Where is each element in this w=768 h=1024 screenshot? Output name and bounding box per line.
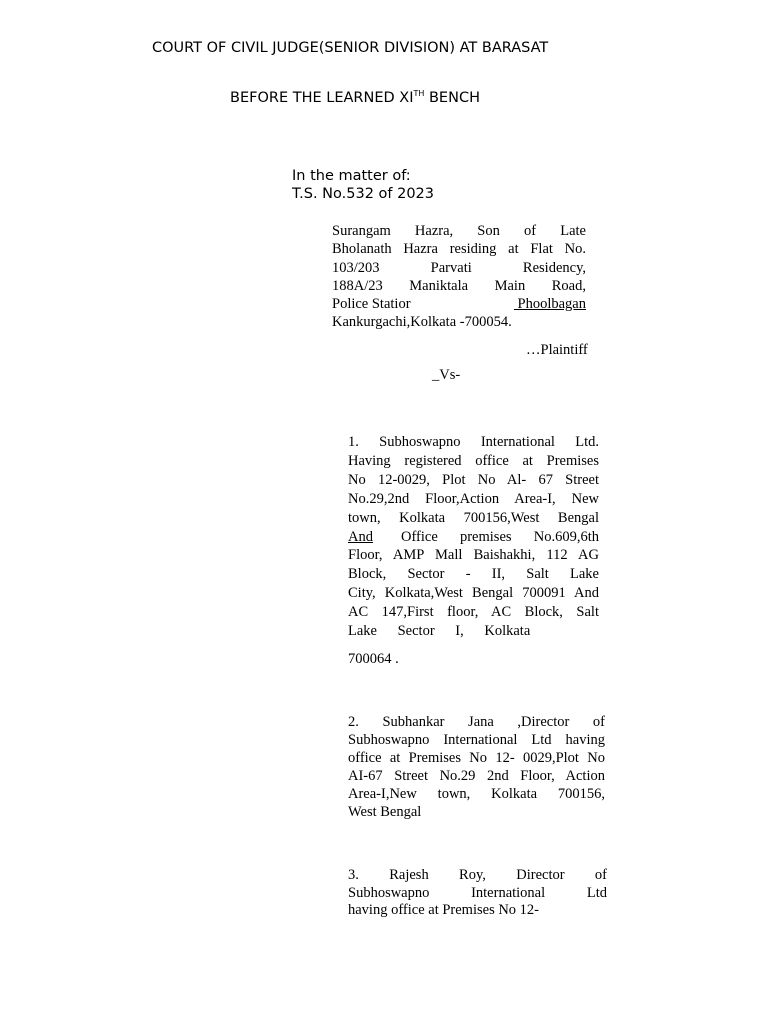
defendant-2-line: office at Premises No 12- 0029,Plot No: [348, 750, 605, 767]
defendant-2-line: West Bengal: [348, 804, 422, 821]
defendant-2-line: AI-67 Street No.29 2nd Floor, Action: [348, 768, 605, 785]
and-word: And: [348, 528, 373, 545]
defendant-1-line: Block, Sector - II, Salt Lake: [348, 566, 599, 583]
plaintiff-line: Bholanath Hazra residing at Flat No.: [332, 241, 586, 258]
bench-heading: [230, 89, 480, 106]
bench-heading-suffix: BENCH: [424, 90, 480, 106]
defendant-1-line: AC 147,First floor, AC Block, Salt: [348, 604, 599, 621]
bench-heading-prefix: BEFORE THE LEARNED XI: [230, 90, 414, 106]
defendant-1-line: Lake Sector I, Kolkata: [348, 623, 531, 640]
plaintiff-line: 188A/23 Maniktala Main Road,: [332, 277, 586, 294]
plaintiff-line: Surangam Hazra, Son of Late: [332, 223, 586, 239]
defendant-1-block: [348, 433, 599, 641]
defendant-3-line: Subhoswapno International Ltd: [348, 884, 607, 901]
matter-title: In the matter of:: [292, 168, 411, 184]
defendant-1-line: town, Kolkata 700156,West Bengal: [348, 509, 599, 526]
defendant-1-line: City, Kolkata,West Bengal 700091 And: [348, 585, 599, 602]
plaintiff-line: Police Statior: [332, 296, 411, 313]
defendant-2-line: Area-I,New town, Kolkata 700156,: [348, 786, 605, 803]
versus-label: _Vs-: [432, 367, 461, 383]
plaintiff-line: Kankurgachi,Kolkata -700054.: [332, 314, 512, 331]
defendant-3-block: [348, 867, 607, 920]
defendant-1-line: 1. Subhoswapno International Ltd.: [348, 434, 599, 450]
police-station-name: Phoolbagan: [513, 296, 586, 313]
matter-block: [292, 167, 434, 203]
court-heading: COURT OF CIVIL JUDGE(SENIOR DIVISION) AT BARASAT: [152, 40, 549, 56]
defendant-1-line: Floor, AMP Mall Baishakhi, 112 AG: [348, 547, 599, 564]
suit-number: T.S. No.532 of 2023: [292, 186, 435, 202]
defendant-1-line: No 12-0029, Plot No Al- 67 Street: [348, 471, 599, 488]
defendant-2-line: 2. Subhankar Jana ,Director of: [348, 714, 605, 730]
defendant-1-pin: 700064 .: [348, 651, 399, 667]
defendant-3-line: 3. Rajesh Roy, Director of: [348, 867, 607, 883]
defendant-2-line: Subhoswapno International Ltd having: [348, 732, 605, 749]
defendant-3-line: having office at Premises No 12-: [348, 902, 540, 919]
defendant-1-line: Office premises No.609,6th: [400, 528, 599, 545]
defendant-1-line: No.29,2nd Floor,Action Area-I, New: [348, 490, 599, 507]
plaintiff-police-line: [332, 295, 586, 313]
defendant-2-block: [348, 713, 605, 822]
defendant-1-line: Having registered office at Premises: [348, 452, 599, 469]
bench-heading-superscript: TH: [413, 89, 425, 98]
plaintiff-role: …Plaintiff: [526, 342, 588, 358]
defendant-1-office-line: [348, 528, 599, 547]
plaintiff-block: [332, 222, 586, 332]
plaintiff-line: 103/203 Parvati Residency,: [332, 259, 586, 276]
